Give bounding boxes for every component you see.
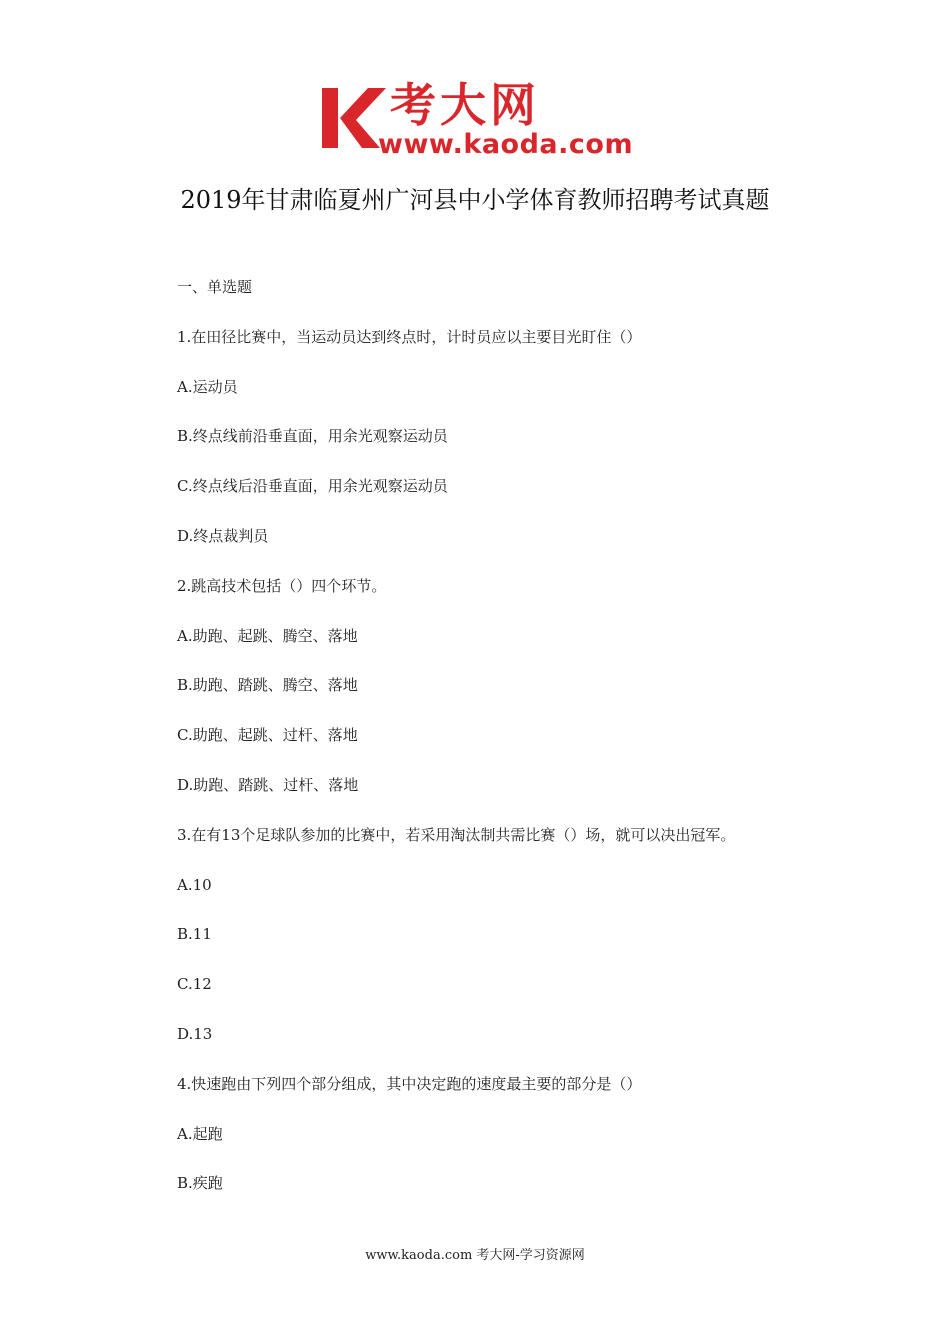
- question-4-option-b: B.疾跑: [177, 1174, 223, 1193]
- question-list: [177, 276, 817, 1222]
- question-1-option-d: D.终点裁判员: [177, 526, 269, 545]
- question-4-option-a: A.起跑: [177, 1124, 223, 1143]
- question-3: 3.在有13个足球队参加的比赛中，若采用淘汰制共需比赛（）场，就可以决出冠军。: [177, 825, 736, 844]
- logo-chinese-text: 考大网: [390, 78, 540, 132]
- question-2-option-b: B.助跑、踏跳、腾空、落地: [177, 676, 358, 695]
- question-3-option-b: B.11: [177, 925, 212, 944]
- question-2-option-c: C.助跑、起跳、过杆、落地: [177, 726, 358, 745]
- section-heading: 一、单选题: [177, 278, 253, 296]
- question-2-option-a: A.助跑、起跳、腾空、落地: [177, 626, 358, 645]
- question-1: 1.在田径比赛中，当运动员达到终点时，计时员应以主要目光盯住（）: [177, 327, 642, 346]
- question-1-option-c: C.终点线后沿垂直面，用余光观察运动员: [177, 477, 448, 496]
- question-4: 4.快速跑由下列四个部分组成，其中决定跑的速度最主要的部分是（）: [177, 1074, 642, 1093]
- logo-url-text: www.kaoda.com: [378, 129, 634, 160]
- question-2: 2.跳高技术包括（）四个环节。: [177, 576, 387, 595]
- document-title: 2019年甘肃临夏州广河县中小学体育教师招聘考试真题: [180, 186, 770, 214]
- question-3-option-d: D.13: [177, 1024, 213, 1043]
- question-2-option-d: D.助跑、踏跳、过杆、落地: [177, 775, 359, 794]
- page-footer: www.kaoda.com 考大网-学习资源网: [365, 1248, 585, 1263]
- question-1-option-a: A.运动员: [177, 377, 238, 396]
- question-3-option-c: C.12: [177, 975, 212, 994]
- kaoda-logo: [318, 80, 638, 160]
- question-3-option-a: A.10: [177, 875, 212, 894]
- question-1-option-b: B.终点线前沿垂直面，用余光观察运动员: [177, 427, 448, 446]
